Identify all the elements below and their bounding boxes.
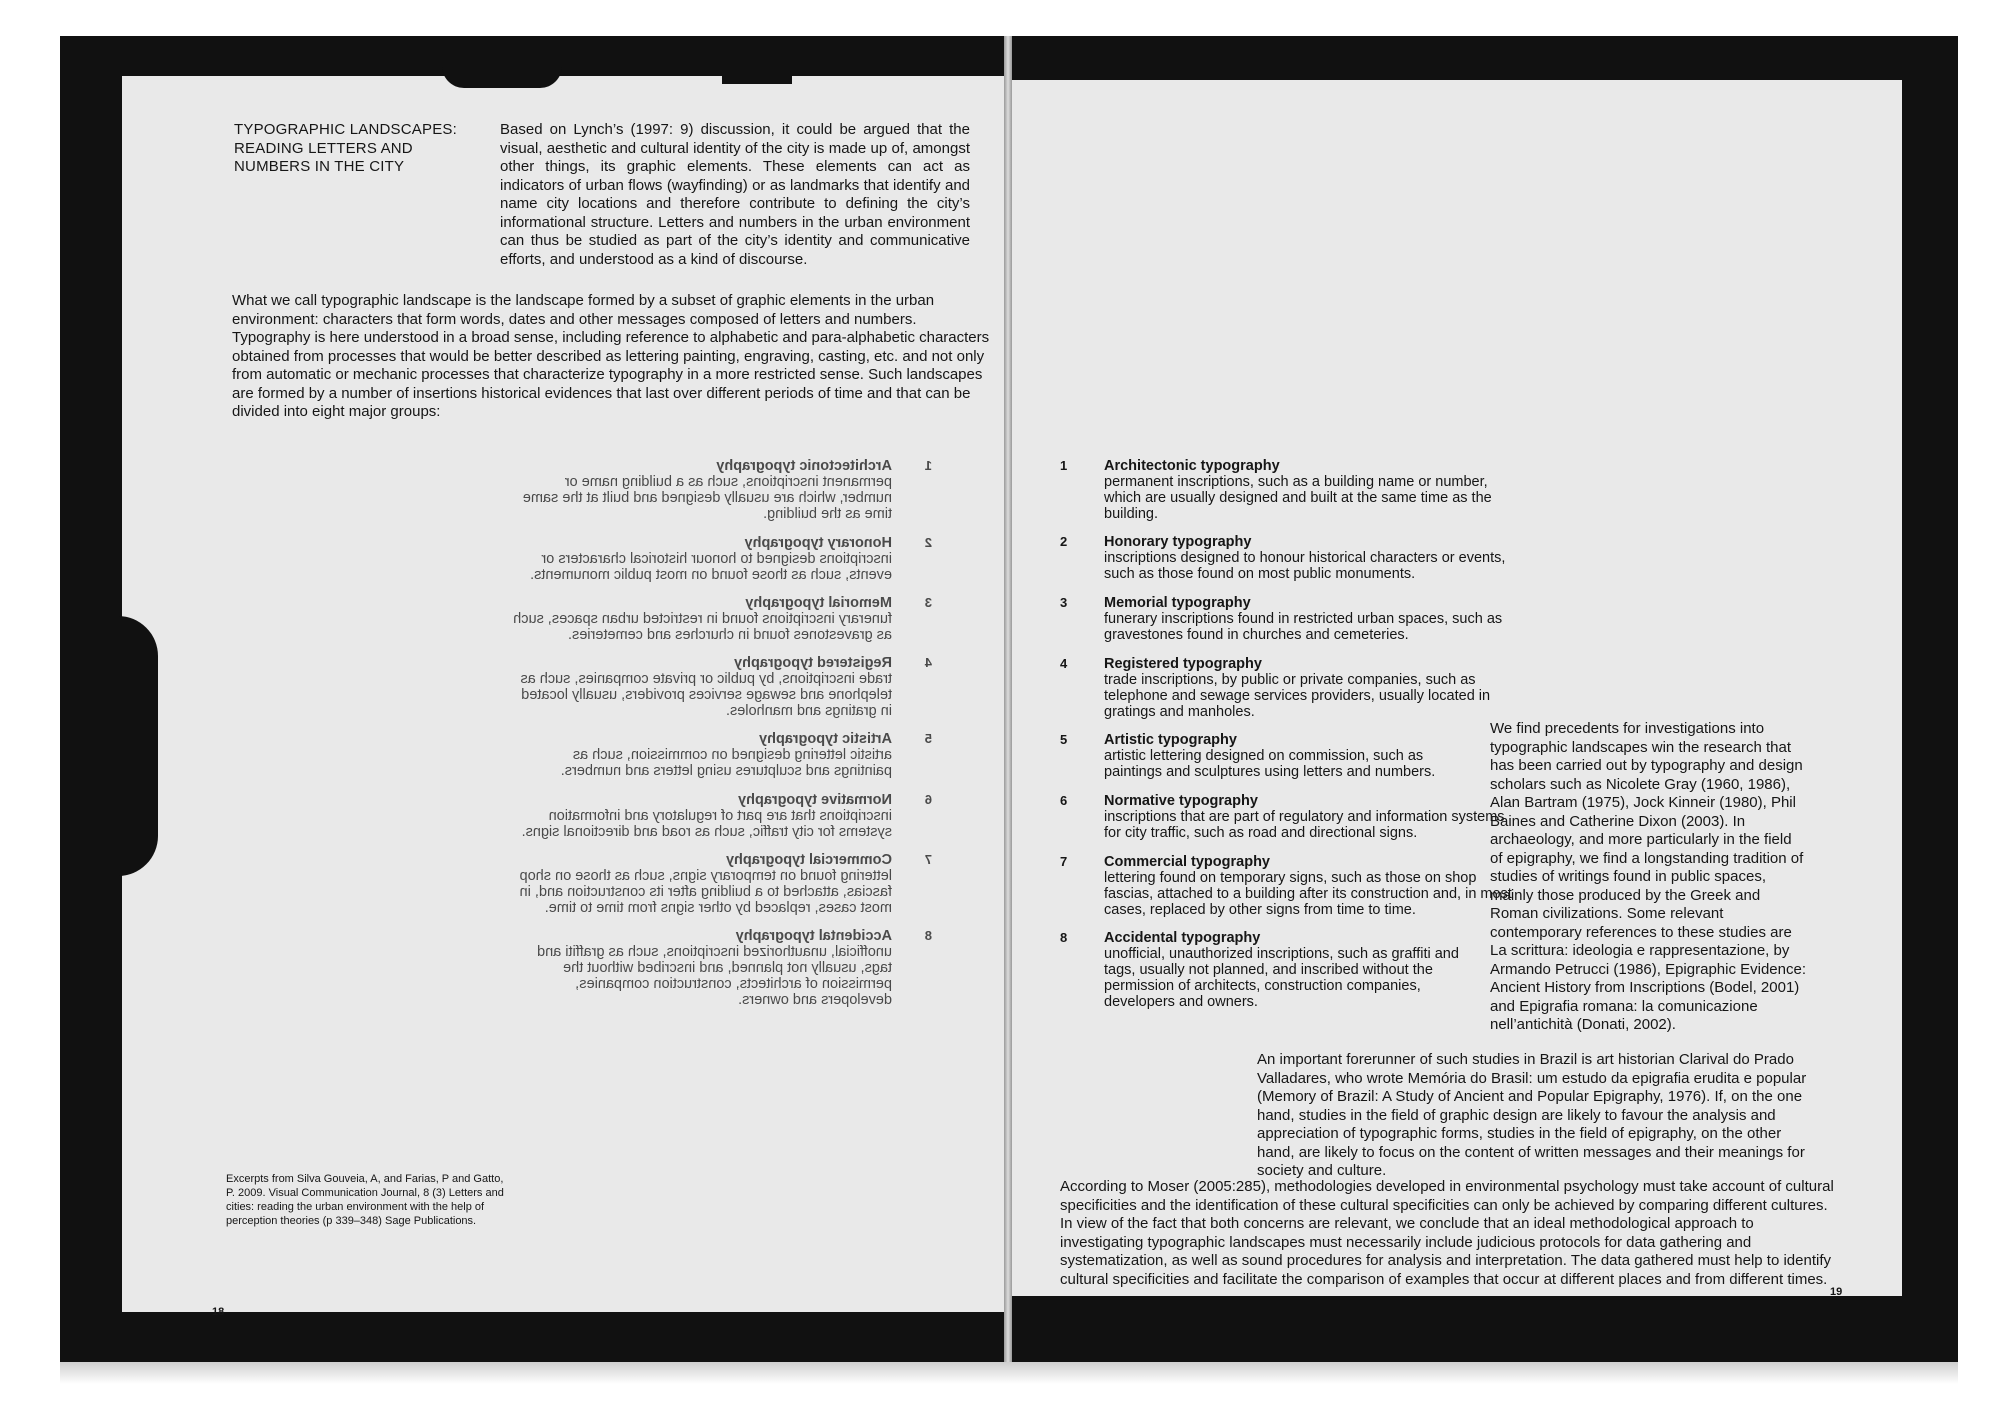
group-title: Honorary typography	[1104, 534, 1252, 550]
group-title: Registered typography	[1104, 656, 1262, 672]
right-page-paper	[1012, 80, 1902, 1296]
group-description: unofficial, unauthorized inscriptions, such as graffiti and tags, usually not planned, and inscribed without the permission of architects, construction companies, developers and owners.	[1104, 946, 1459, 1010]
group-number: 5	[1060, 732, 1068, 747]
texture-block	[722, 70, 792, 84]
left-page-paper	[122, 76, 1004, 1318]
group-number: 6	[1060, 793, 1068, 808]
group-number: 1	[1060, 458, 1068, 473]
group-description: artistic lettering designed on commission, such as paintings and sculptures using letters and numbers.	[1104, 748, 1436, 780]
group-title: Accidental typography	[1104, 930, 1261, 946]
intro-paragraph: Based on Lynch’s (1997: 9) discussion, it could be argued that the visual, aesthetic and cultural identity of the city is made up of, amongst other things, its graphic elements. These elements can act as indicators of urban flows (wayfinding) or as landmarks that identify and name city locations and therefore contribute to defining the city’s informational structure. Letters and numbers in the urban environment can thus be studied as part of the city’s identity and communicative efforts, and understood as a kind of discourse.	[500, 121, 970, 268]
magazine-spread	[60, 36, 1958, 1362]
group-number: 3	[1060, 595, 1068, 610]
left-page	[60, 36, 1004, 1362]
group-title: Artistic typography	[1104, 732, 1237, 748]
group-number: 2	[1060, 534, 1068, 549]
texture-block	[118, 616, 158, 876]
group-title: Normative typography	[1104, 793, 1258, 809]
group-number: 7	[1060, 854, 1068, 869]
right-page	[1012, 36, 1958, 1362]
group-description: permanent inscriptions, such as a building name or number, which are usually designed and built at the same time as the building.	[1104, 474, 1492, 522]
methodology-paragraph: According to Moser (2005:285), methodologies developed in environmental psychology must take account of cultural specificities and the identification of these cultural specificities can only be achieved by comparing different cultures. In view of the fact that both concerns are relevant, we conclude that an ideal methodological approach to investigating typographic landscapes must necessarily include judicious protocols for data gathering and systematization, as well as sound procedures for analysis and interpretation. The data gathered must help to identify cultural specificities and facilitate the comparison of examples that occur at different places and from different times.	[1060, 1178, 1834, 1288]
article-title: TYPOGRAPHIC LANDSCAPES: READING LETTERS AND NUMBERS IN THE CITY	[234, 121, 457, 175]
spread-shadow	[60, 1362, 1958, 1384]
spine-gutter	[1004, 36, 1012, 1362]
group-description: lettering found on temporary signs, such as those on shop fascias, attached to a building after its construction and, in most cases, replaced by other signs from time to time.	[1104, 870, 1512, 918]
source-caption: Excerpts from Silva Gouveia, A, and Farias, P and Gatto, P. 2009. Visual Communication Journal, 8 (3) Letters and cities: reading the urban environment with the help of perception theories (p 339–348) Sage Publications.	[226, 1173, 504, 1227]
group-title: Architectonic typography	[1104, 458, 1280, 474]
group-description: trade inscriptions, by public or private companies, such as telephone and sewage services providers, usually located in gratings and manholes.	[1104, 672, 1491, 720]
group-number: 8	[1060, 930, 1068, 945]
group-title: Memorial typography	[1104, 595, 1251, 611]
group-number: 4	[1060, 656, 1068, 671]
group-title: Commercial typography	[1104, 854, 1270, 870]
precedents-paragraph: We find precedents for investigations into typographic landscapes win the research that has been carried out by typography and design scholars such as Nicolete Gray (1960, 1986), Alan Bartram (1975), Jock Kinneir (1980), Phil Baines and Catherine Dixon (2003). In archaeology, and more particularly in the field of epigraphy, we find a longstanding tradition of studies of writings found in public spaces, mainly those produced by the Greek and Roman civilizations. Some relevant contemporary references to these studies are La scrittura: ideologia e rappresentazione, by Armando Petrucci (1986), Epigraphic Evidence: Ancient History from Inscriptions (Bodel, 2001) and Epigrafia romana: la comunicazione nell’antichità (Donati, 2002).	[1490, 720, 1806, 1033]
forerunner-paragraph: An important forerunner of such studies in Brazil is art historian Clarival do Prado Valladares, who wrote Memória do Brasil: um estudo da epigrafia erudita e popular (Memory of Brazil: A Study of Ancient and Popular Epigraphy, 1976). If, on the one hand, studies in the field of graphic design are likely to favour the analysis and appreciation of typographic forms, studies in the field of epigraphy, on the other hand, are likely to focus on the content of written messages and their meanings for society and culture.	[1257, 1051, 1807, 1179]
texture-block	[442, 66, 562, 88]
page-number: 19	[1830, 1286, 1843, 1298]
group-description: inscriptions that are part of regulatory and information systems for city traffic, such as road and directional signs.	[1104, 809, 1505, 841]
body-paragraph: What we call typographic landscape is the landscape formed by a subset of graphic elements in the urban environment: characters that form words, dates and other messages composed of letters and numbers. Typography is here understood in a broad sense, including reference to alphabetic and para-alphabetic characters obtained from processes that would be better described as lettering painting, engraving, casting, etc. and not only from automatic or mechanic processes that characterize typography in a more restricted sense. Such landscapes are formed by a number of insertions historical evidences that last over different periods of time and that can be divided into eight major groups:	[232, 292, 990, 420]
group-description: funerary inscriptions found in restricted urban spaces, such as gravestones found in churches and cemeteries.	[1104, 611, 1503, 643]
show-through-list: 1 Architectonic typography permanent inscriptions, such as a building name or number, which are usually designed and built at the same time as the building. 2 Honorary typography inscriptions designed to honour historical characters or events, such as those found on most public monuments. 3 Memorial typography funerary inscriptions found in restricted urban spaces, such as gravestones found in churches and cemeteries. 4 Registered typography trade inscriptions, by public or private companies, such as telephone and sewage services providers, usually located in gratings and manholes. 5 Artistic typography artistic lettering designed on commission, such as paintings and sculptures using letters and numbers. 6 Normative typography inscriptions that are part of regulatory and information systems for city traffic, such as road and directional signs. 7 Commercial typography lettering found on temporary signs, such as those on shop fascias, attached to a building after its construction and, in most cases, replaced by other signs from time to time. 8 Accidental typography unofficial, unauthorized inscriptions, such as graffiti and tags, usually not planned, and inscribed without the permission of architects, construction companies, developers and owners.	[513, 458, 932, 1008]
group-description: inscriptions designed to honour historical characters or events, such as those found on most public monuments.	[1104, 550, 1506, 582]
page-number: 18	[212, 1306, 225, 1318]
